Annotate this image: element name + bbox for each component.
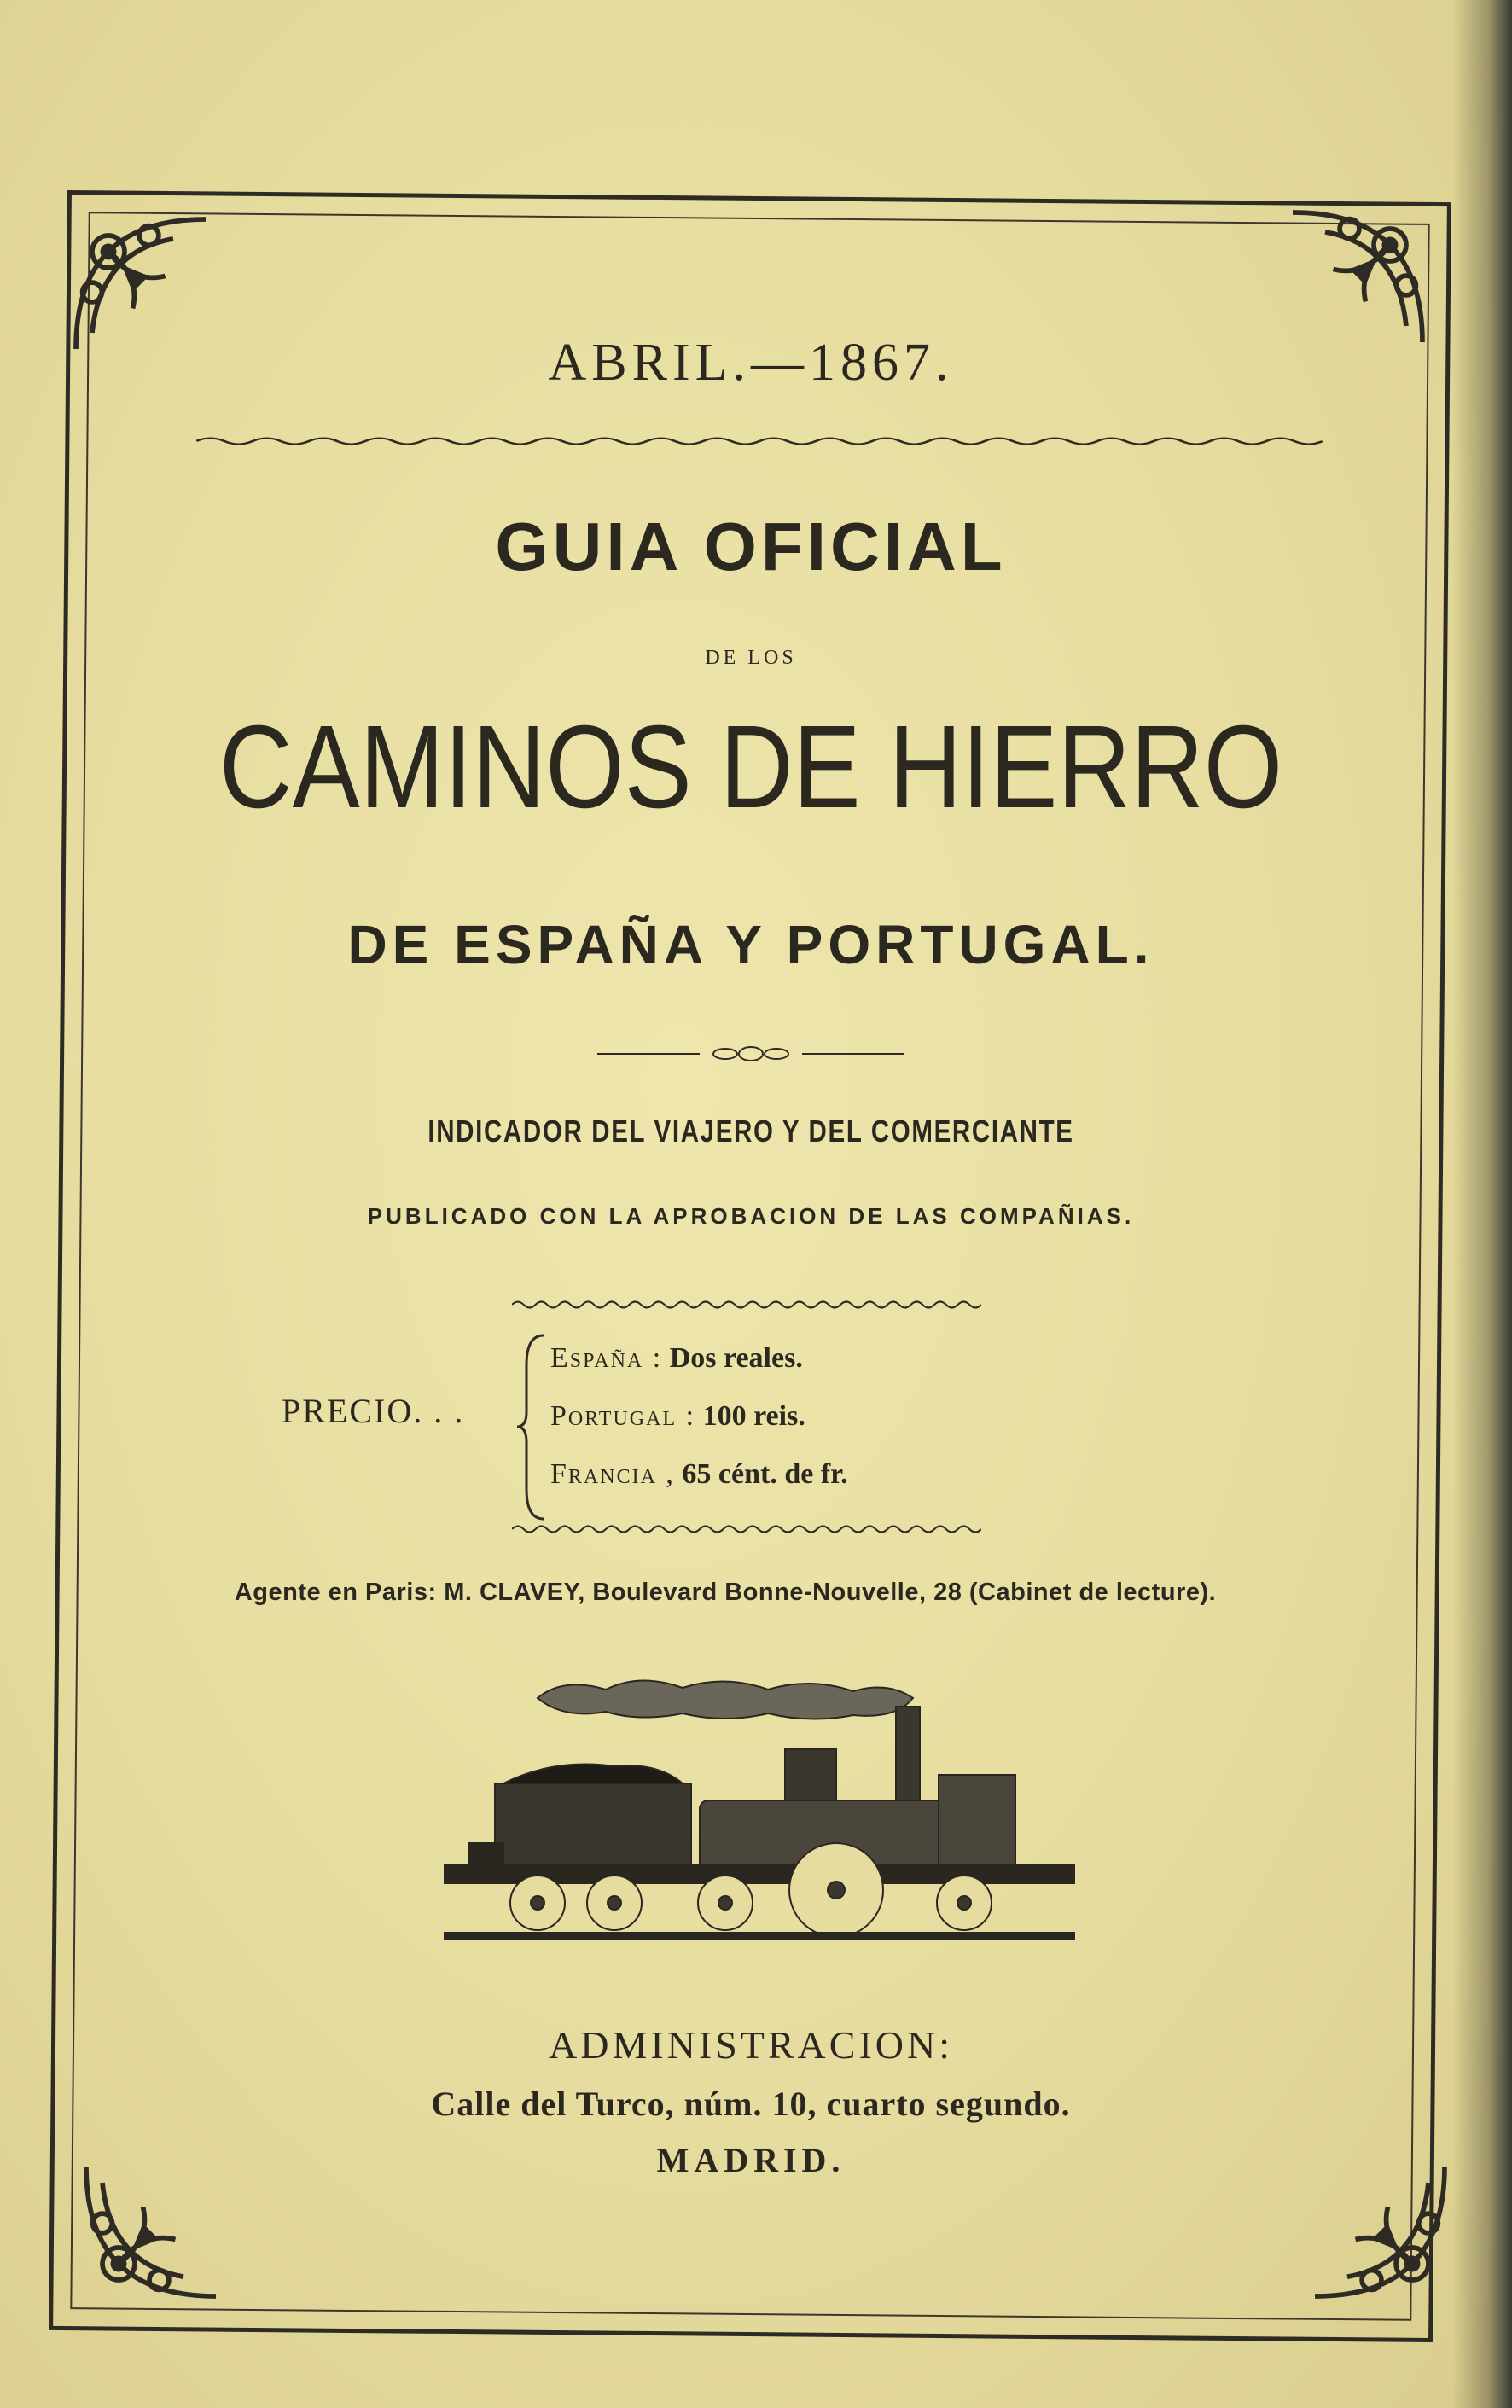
- price-value: Dos reales.: [669, 1342, 803, 1374]
- subtitle: INDICADOR DEL VIAJERO Y DEL COMERCIANTE: [427, 1114, 1074, 1149]
- administration-city: MADRID.: [656, 2141, 846, 2179]
- locomotive-icon: [444, 1672, 1075, 1963]
- price-country: Portugal :: [550, 1400, 696, 1432]
- divider-ornament-icon: [597, 1041, 904, 1067]
- publication-note: PUBLICADO CON LA APROBACION DE LAS COMPAÑIAS.: [367, 1203, 1135, 1229]
- title-connector: DE LOS: [705, 647, 797, 669]
- title-guia-oficial: GUIA OFICIAL: [495, 509, 1007, 585]
- administration-label: ADMINISTRACION:: [549, 2023, 953, 2067]
- price-country: Francia ,: [550, 1458, 675, 1490]
- page-edge-shadow: [1452, 0, 1512, 2408]
- price-value: 65 cént. de fr.: [682, 1458, 848, 1490]
- price-value: 100 reis.: [702, 1400, 805, 1432]
- wavy-rule: [512, 1299, 981, 1311]
- price-country: España :: [550, 1342, 663, 1374]
- price-list: [550, 1329, 848, 1504]
- price-row: [550, 1387, 848, 1445]
- wavy-rule: [196, 435, 1323, 447]
- wavy-rule: [512, 1523, 981, 1535]
- price-row: [550, 1329, 848, 1387]
- title-main: CAMINOS DE HIERRO: [218, 701, 1283, 833]
- issue-date: ABRIL.—1867.: [548, 334, 954, 392]
- price-block: [282, 1323, 1220, 1527]
- title-region: DE ESPAÑA Y PORTUGAL.: [347, 914, 1154, 975]
- price-row: [550, 1445, 848, 1504]
- price-label: PRECIO. . .: [282, 1392, 465, 1430]
- administration-address: Calle del Turco, núm. 10, cuarto segundo.: [431, 2085, 1071, 2123]
- brace-icon: [514, 1331, 548, 1523]
- paris-agent: Agente en Paris: M. CLAVEY, Boulevard Bonne-Nouvelle, 28 (Cabinet de lecture).: [234, 1579, 1217, 1606]
